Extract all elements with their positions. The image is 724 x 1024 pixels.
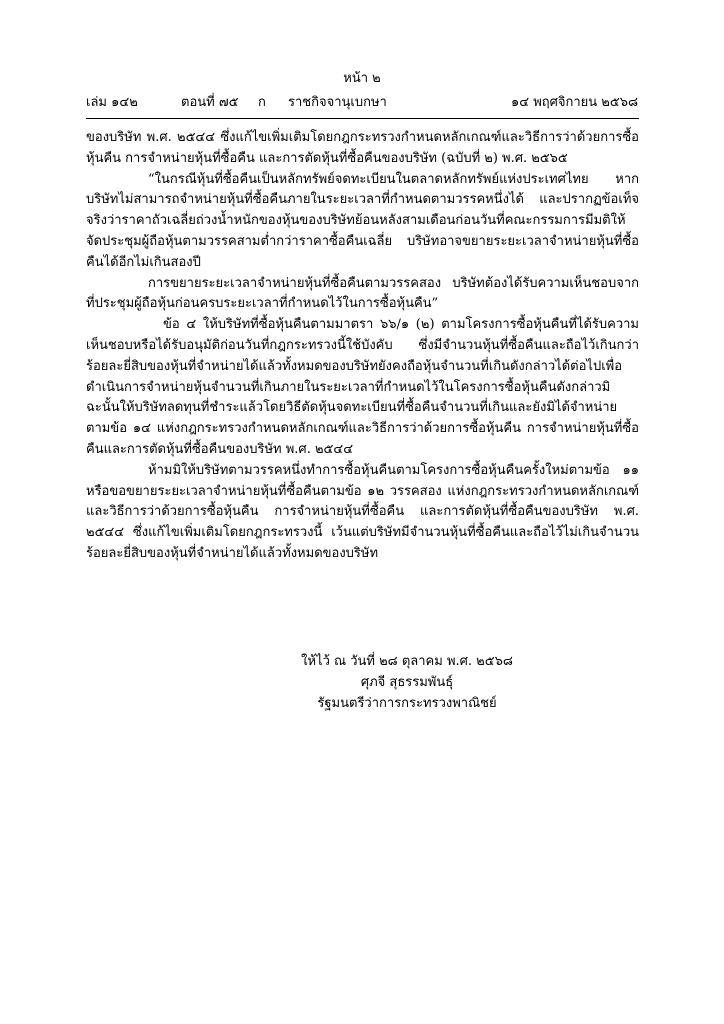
signatory-title: รัฐมนตรีว่าการกระทรวงพาณิชย์ [317,696,497,711]
gazette-name: ราชกิจจานุเบกษา [288,95,387,110]
paragraph-5: ห้ามมิให้บริษัทตามวรรคหนึ่งทำการซื้อหุ้นคืนตามโครงการซื้อหุ้นคืนครั้งใหม่ตามข้อ ๑๑ หรือขอขยายระยะเวลาจำหน่ายหุ้นที่ซื้อคืนตามข้อ ๑๒ วรรคสอง แห่งกฎกระทรวงกำหนดหลักเกณฑ์และวิธีการว่าด้วยการซื้อหุ้นคืน การจำหน่ายหุ้นที่ซื้อคืน และการตัดหุ้นที่ซื้อคืนของบริษัท พ.ศ. ๒๕๔๔ ซึ่งแก้ไขเพิ่มเติมโดยกฎกระทรวงนี้ เว้นแต่บริษัทมีจำนวนหุ้นที่ซื้อคืนและถือไว้ไม่เกินจำนวนร้อยละยี่สิบของหุ้นที่จำหน่ายได้แล้วทั้งหมดของบริษัท [86,462,639,561]
paragraph-1: ของบริษัท พ.ศ. ๒๕๔๔ ซึ่งแก้ไขเพิ่มเติมโดยกฎกระทรวงกำหนดหลักเกณฑ์และวิธีการว่าด้วยการซื้อหุ้นคืน การจำหน่ายหุ้นที่ซื้อคืน และการตัดหุ้นที่ซื้อคืนของบริษัท (ฉบับที่ ๒) พ.ศ. ๒๕๖๕ [86,130,639,166]
signature-block [0,651,724,714]
regulation-body [86,128,639,565]
publication-date: ๑๔ พฤศจิกายน ๒๕๖๘ [510,95,638,110]
header-divider [86,118,639,119]
volume-number: เล่ม ๑๔๒ [86,95,138,110]
signing-date: ให้ไว้ ณ วันที่ ๒๘ ตุลาคม พ.ศ. ๒๕๖๘ [301,654,513,669]
gazette-header [86,94,638,112]
signatory-name: ศุภจี สุธรรมพันธุ์ [360,675,454,690]
page-number: หน้า ๒ [343,71,381,86]
paragraph-clause-4: ข้อ ๔ ให้บริษัทที่ซื้อหุ้นคืนตามมาตรา ๖๖/๑ (๒) ตามโครงการซื้อหุ้นคืนที่ได้รับความเห็นชอบหรือได้รับอนุมัติก่อนวันที่กฎกระทรวงนี้ใช้บังคับ ซึ่งมีจำนวนหุ้นที่ซื้อคืนและถือไว้เกินกว่าร้อยละยี่สิบของหุ้นที่จำหน่ายได้แล้วทั้งหมดของบริษัทยังคงถือหุ้นจำนวนที่เกินดังกล่าวได้ต่อไปเพื่อดำเนินการจำหน่ายหุ้นจำนวนที่เกินภายในระยะเวลาที่กำหนดไว้ในโครงการซื้อหุ้นคืนดังกล่าวมิฉะนั้นให้บริษัทลดทุนที่ชำระแล้วโดยวิธีตัดหุ้นจดทะเบียนที่ซื้อคืนจำนวนที่เกินและยังมิได้จำหน่ายตามข้อ ๑๔ แห่งกฎกระทรวงกำหนดหลักเกณฑ์และวิธีการว่าด้วยการซื้อหุ้นคืน การจำหน่ายหุ้นที่ซื้อคืนและการตัดหุ้นที่ซื้อคืนของบริษัท พ.ศ. ๒๕๔๔ [86,317,639,457]
section-number: ตอนที่ ๗๕ [181,95,239,110]
paragraph-3: การขยายระยะเวลาจำหน่ายหุ้นที่ซื้อคืนตามวรรคสอง บริษัทต้องได้รับความเห็นชอบจากที่ประชุมผู้ถือหุ้นก่อนครบระยะเวลาที่กำหนดไว้ในการซื้อหุ้นคืน” [86,275,639,312]
section-category: ก [258,95,266,110]
paragraph-2: “ในกรณีหุ้นที่ซื้อคืนเป็นหลักทรัพย์จดทะเบียนในตลาดหลักทรัพย์แห่งประเทศไทย หากบริษัทไม่สามารถจำหน่ายหุ้นที่ซื้อคืนภายในระยะเวลาที่กำหนดตามวรรคหนึ่งได้ และปรากฏข้อเท็จจริงว่าราคาถัวเฉลี่ยถ่วงน้ำหนักของหุ้นของบริษัทย้อนหลังสามเดือนก่อนวันที่คณะกรรมการมีมติให้จัดประชุมผู้ถือหุ้นตามวรรคสามต่ำกว่าราคาซื้อคืนเฉลี่ย บริษัทอาจขยายระยะเวลาจำหน่ายหุ้นที่ซื้อคืนได้อีกไม่เกินสองปี [86,171,639,270]
